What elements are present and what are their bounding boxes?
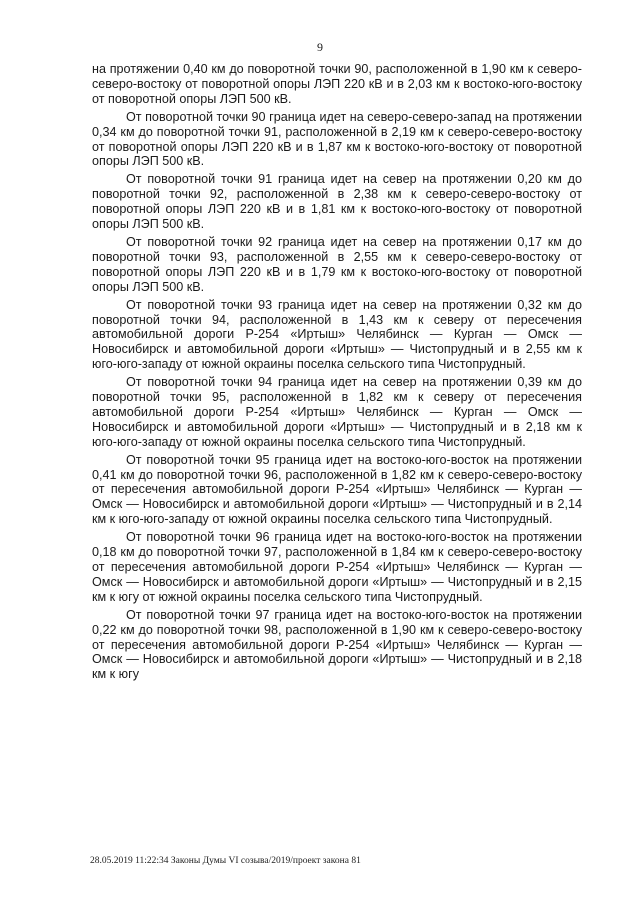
footer-document-path: 28.05.2019 11:22:34 Законы Думы VI созыва/2019/проект закона 81: [90, 856, 361, 866]
paragraph-7: От поворотной точки 95 граница идет на востоко-юго-восток на протяжении 0,41 км до поворотной точки 96, расположенной в 1,82 км к северо-северо-востоку от пересечения автомобильной дороги Р-254 «Иртыш» Челябинск — Курган — Омск — Новосибирск и автомобильной дороги «Иртыш» — Чистопрудный и в 2,14 км к юго-юго-западу от южной окраины поселка сельского типа Чистопрудный.: [92, 452, 582, 527]
page-number: 9: [317, 40, 323, 54]
paragraph-9: От поворотной точки 97 граница идет на востоко-юго-восток на протяжении 0,22 км до поворотной точки 98, расположенной в 1,90 км к северо-северо-востоку от пересечения автомобильной дороги Р-254 «Иртыш» Челябинск — Курган — Омск — Новосибирск и автомобильной дороги «Иртыш» — Чистопрудный и в 2,18 км к югу: [92, 607, 582, 682]
paragraph-1: на протяжении 0,40 км до поворотной точки 90, расположенной в 1,90 км к северо-северо-востоку от поворотной опоры ЛЭП 220 кВ и в 2,03 км к востоко-юго-востоку от поворотной опоры ЛЭП 500 кВ.: [92, 62, 582, 106]
paragraph-8: От поворотной точки 96 граница идет на востоко-юго-восток на протяжении 0,18 км до поворотной точки 97, расположенной в 1,84 км к северо-северо-востоку от пересечения автомобильной дороги Р-254 «Иртыш» Челябинск — Курган — Омск — Новосибирск и автомобильной дороги «Иртыш» — Чистопрудный и в 2,15 км к югу от южной окраины поселка сельского типа Чистопрудный.: [92, 530, 582, 604]
paragraph-3: От поворотной точки 91 граница идет на север на протяжении 0,20 км до поворотной точки 92, расположенной в 2,38 км к северо-северо-востоку от поворотной опоры ЛЭП 220 кВ и в 1,81 км к востоко-юго-востоку от поворотной опоры ЛЭП 500 кВ.: [92, 172, 582, 232]
paragraph-4: От поворотной точки 92 граница идет на север на протяжении 0,17 км до поворотной точки 93, расположенной в 2,55 км к северо-северо-востоку от поворотной опоры ЛЭП 220 кВ и в 1,79 км к востоко-юго-востоку от поворотной опоры ЛЭП 500 кВ.: [92, 234, 582, 294]
paragraph-2: От поворотной точки 90 граница идет на северо-северо-запад на протяжении 0,34 км до поворотной точки 91, расположенной в 2,19 км к северо-северо-востоку от поворотной опоры ЛЭП 220 кВ и в 1,87 км к востоко-юго-востоку от поворотной опоры ЛЭП 500 кВ.: [92, 109, 582, 169]
paragraph-6: От поворотной точки 94 граница идет на север на протяжении 0,39 км до поворотной точки 95, расположенной в 1,82 км к северу от пересечения автомобильной дороги Р-254 «Иртыш» Челябинск — Курган — Омск — Новосибирск и автомобильной дороги «Иртыш» — Чистопрудный и в 2,18 км к юго-юго-западу от южной окраины поселка сельского типа Чистопрудный.: [92, 375, 582, 449]
paragraph-5: От поворотной точки 93 граница идет на север на протяжении 0,32 км до поворотной точки 94, расположенной в 1,43 км к северу от пересечения автомобильной дороги Р-254 «Иртыш» Челябинск — Курган — Омск — Новосибирск и автомобильной дороги «Иртыш» — Чистопрудный и в 2,55 км к юго-юго-западу от южной окраины поселка сельского типа Чистопрудный.: [92, 297, 582, 372]
document-body: [92, 62, 582, 685]
